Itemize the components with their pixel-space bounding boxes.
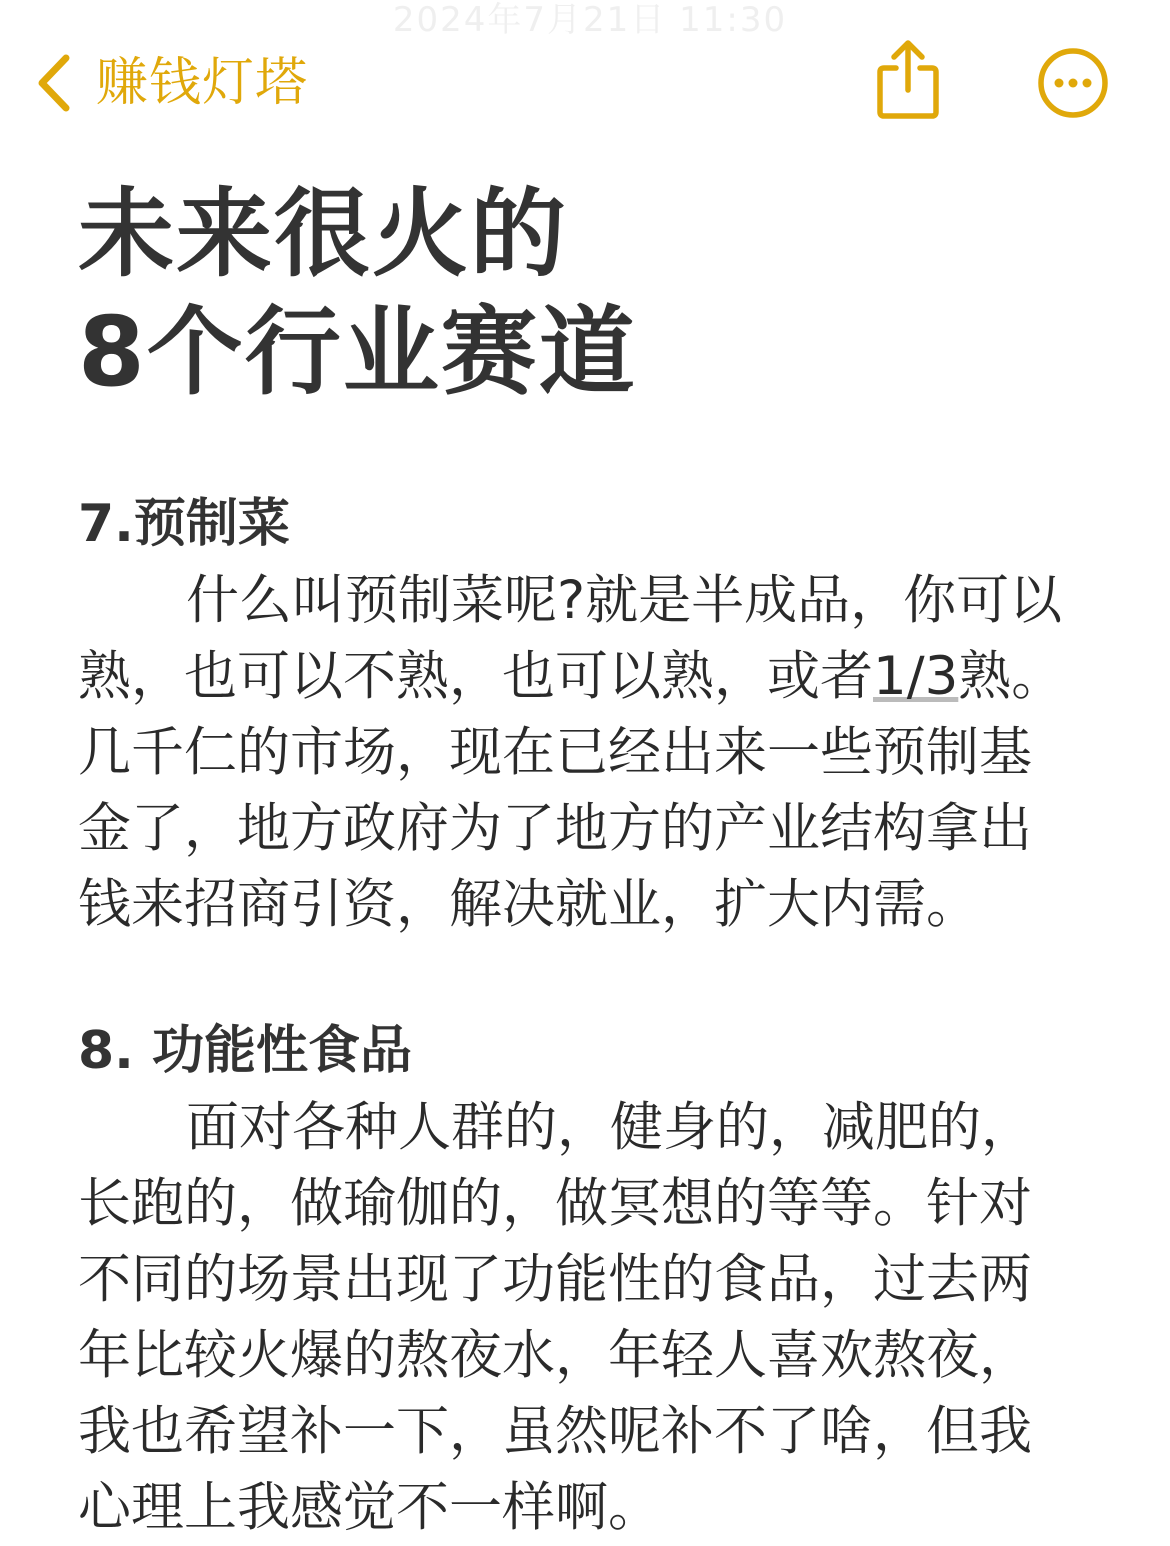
body-line: 面对各种人群的，健身的，减肥的， [186, 1097, 1034, 1158]
body-text: 熟，也可以不熟，也可以熟，或者 [78, 646, 873, 707]
navigation-bar [0, 38, 1170, 128]
body-line: 几千仁的市场，现在已经出来一些预制基 [78, 722, 1032, 783]
chevron-left-icon [32, 52, 74, 114]
section-body-8 [78, 1090, 1108, 1546]
body-line [78, 639, 1108, 715]
title-line-1: 未来很火的 [78, 178, 568, 290]
faint-date-watermark: 2024年7月21日 11:30 [392, 0, 788, 40]
share-icon [872, 107, 944, 126]
back-label: 赚钱灯塔 [96, 53, 309, 113]
note-title [78, 175, 1078, 411]
body-text: 熟。 [958, 646, 1065, 707]
section-body-7 [78, 563, 1108, 943]
section-heading-8: 8. 功能性食品 [78, 1021, 413, 1081]
body-line: 不同的场景出现了功能性的食品，过去两 [78, 1249, 1032, 1310]
title-line-2: 8个行业赛道 [78, 296, 637, 408]
more-icon [1036, 105, 1110, 124]
body-line: 长跑的，做瑜伽的，做冥想的等等。针对 [78, 1173, 1032, 1234]
body-line: 金了，地方政府为了地方的产业结构拿出 [78, 798, 1032, 859]
body-line: 心理上我感觉不一样啊。 [78, 1477, 661, 1538]
back-button[interactable] [32, 38, 308, 128]
body-line: 什么叫预制菜呢?就是半成品，你可以 [186, 570, 1063, 631]
body-line: 我也希望补一下，虽然呢补不了啥，但我 [78, 1401, 1032, 1462]
share-button[interactable] [872, 38, 944, 122]
body-line: 年比较火爆的熬夜水，年轻人喜欢熬夜， [78, 1325, 1032, 1386]
body-line: 钱来招商引资，解决就业，扩大内需。 [78, 874, 979, 935]
fraction-link[interactable]: 1/3 [873, 646, 959, 707]
more-options-button[interactable] [1036, 46, 1110, 120]
section-heading-7: 7.预制菜 [78, 494, 290, 554]
